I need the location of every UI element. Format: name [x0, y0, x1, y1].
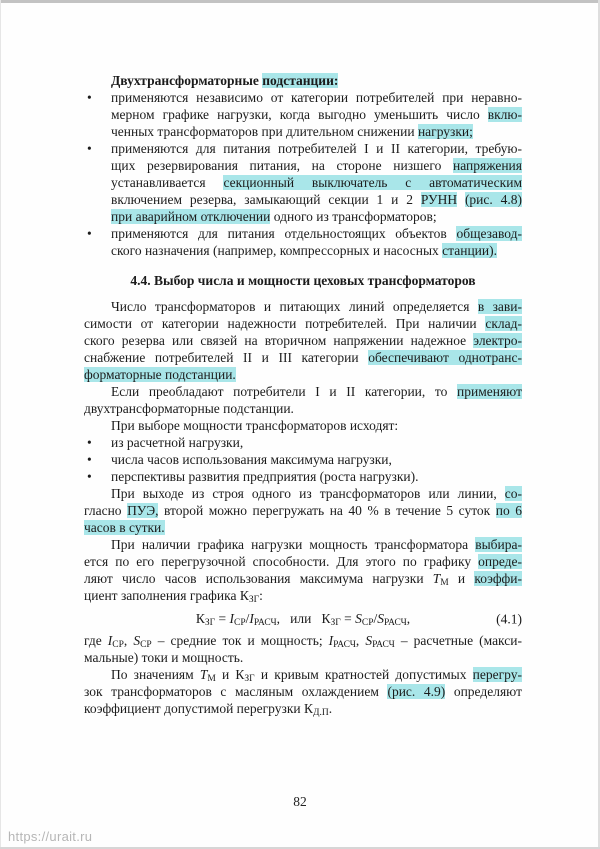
text-line: [84, 417, 522, 434]
text-line: [84, 332, 522, 349]
text-line: [84, 553, 522, 570]
text-segment: К: [321, 611, 331, 626]
text-segment: I: [249, 611, 254, 626]
text-line: [84, 485, 522, 502]
text-line: [84, 700, 522, 717]
text-segment: и кривым кратностей допустимых: [254, 667, 473, 682]
text-segment: ского резерва или связей на вторичном напряжении надежное: [84, 333, 474, 348]
equation-4-1: [84, 610, 522, 627]
text-line: [84, 632, 522, 649]
text-line: [111, 451, 522, 468]
text-segment: РАСЧ: [384, 618, 407, 628]
scan-edge-left: [0, 0, 1, 849]
text-line: [84, 349, 522, 366]
text-segment: РАСЧ: [372, 640, 395, 650]
bullet-marker: •: [87, 469, 92, 484]
text-segment: ется по его перегрузочной способности. Для этого по графику: [84, 554, 479, 569]
text-segment: /: [373, 611, 378, 626]
bullet-item: [84, 434, 522, 451]
bullet-item: [84, 140, 522, 225]
text-segment: циент заполнения графика К: [84, 588, 249, 603]
section-heading: [84, 272, 522, 289]
text-line: [111, 208, 522, 225]
text-segment: [457, 192, 465, 207]
text-segment: щих резервирования питания, на стороне низшего: [111, 158, 453, 173]
text-segment: К: [195, 611, 205, 626]
highlighted-text: вклю-: [487, 107, 522, 122]
lead-heading: [84, 72, 522, 89]
text-segment: снабжение потребителей II и III категории: [84, 350, 369, 365]
equation-number: (4.1): [496, 611, 522, 626]
text-line: [84, 683, 522, 700]
text-segment: .: [328, 701, 333, 716]
text-line: [84, 272, 522, 289]
text-segment: При выборе мощности трансформаторов исходят:: [111, 418, 399, 433]
text-line: [84, 570, 522, 587]
text-segment: По значениям: [111, 667, 200, 682]
bullet-item: [84, 89, 522, 140]
bullet-marker: •: [87, 90, 92, 105]
bullet-item: [84, 225, 522, 259]
highlighted-text: общезавод-: [456, 226, 522, 241]
text-segment: ЗГ: [204, 618, 216, 628]
text-segment: применяются для питания потребителей I и II категории, требую-: [111, 141, 522, 156]
bullet-marker: •: [87, 226, 92, 241]
text-segment: где: [84, 633, 108, 648]
text-line: [111, 89, 522, 106]
highlighted-text: коэффи-: [474, 571, 522, 586]
text-segment: =: [215, 611, 230, 626]
text-line: [84, 366, 522, 383]
text-segment: ,: [355, 633, 366, 648]
text-line: [84, 315, 522, 332]
text-segment: При выходе из строя одного из трансформаторов или линии,: [111, 486, 505, 501]
bullet-item: [84, 468, 522, 485]
text-line: [84, 536, 522, 553]
text-segment: =: [340, 611, 356, 626]
bullet-marker: •: [87, 452, 92, 467]
highlighted-text: по 6: [495, 503, 522, 518]
text-segment: S: [133, 633, 141, 648]
text-line: [111, 140, 522, 157]
para-block: [84, 417, 522, 434]
text-segment: ченных трансформаторов при длительном снижении: [111, 124, 418, 139]
text-segment: I: [107, 633, 113, 648]
text-segment: и К: [215, 667, 245, 682]
highlighted-text: секционный выключатель с автоматическим: [223, 175, 522, 190]
highlighted-text: нагрузки;: [417, 124, 473, 139]
highlighted-text: в зави-: [477, 299, 522, 314]
watermark-url: https://urait.ru: [8, 829, 93, 844]
scan-edge-top: [0, 0, 600, 3]
text-line: [84, 72, 522, 89]
text-segment: S: [377, 611, 385, 626]
text-segment: S: [355, 611, 362, 626]
highlighted-text: применяют: [457, 384, 522, 399]
text-segment: мальные) токи и мощность.: [84, 650, 244, 665]
text-segment: применяются независимо от категории потребителей при неравно-: [111, 90, 522, 105]
text-segment: симости от категории надежности потребителей. При наличии: [84, 316, 486, 331]
text-line: [111, 174, 522, 191]
bullet-marker: •: [87, 435, 92, 450]
text-segment: СР: [361, 618, 374, 628]
highlighted-text: РУНН: [420, 192, 458, 207]
text-segment: Т: [432, 571, 441, 586]
highlighted-text: обеспечивают однотранс-: [368, 350, 522, 365]
text-segment: из расчетной нагрузки,: [111, 435, 244, 450]
highlighted-text: при аварийном отключении: [111, 209, 271, 224]
text-segment: ляют число часов использования максимума нагрузки: [84, 571, 433, 586]
highlighted-text: склад-: [485, 316, 522, 331]
text-segment: второй можно перегружать на 40 % в течение 5 суток: [158, 503, 496, 518]
highlighted-text: со-: [504, 486, 522, 501]
highlighted-text: форматорные подстанции.: [84, 367, 236, 382]
page-number: 82: [293, 794, 307, 809]
text-segment: одного из трансформаторов;: [270, 209, 437, 224]
text-line: [111, 123, 522, 140]
para-block: [84, 383, 522, 417]
bullet-item: [84, 451, 522, 468]
text-segment: Число трансформаторов и питающих линий определяется: [111, 299, 478, 314]
text-segment: /: [245, 611, 250, 626]
text-segment: S: [365, 633, 373, 648]
text-segment: ЗГ: [330, 618, 341, 628]
text-segment: включением резерва, замыкающий секции 1 и 2: [111, 192, 421, 207]
text-segment: ЗГ: [244, 674, 255, 684]
text-segment: применяются для питания отдельностоящих объектов: [111, 226, 457, 241]
text-line: [84, 502, 522, 519]
text-line: [84, 400, 522, 417]
highlighted-text: электро-: [473, 333, 522, 348]
text-segment: устанавливается: [111, 175, 224, 190]
text-segment: РАСЧ: [333, 640, 356, 650]
where-clause: [84, 632, 522, 666]
text-line: [111, 191, 522, 208]
text-segment: ,: [123, 633, 134, 648]
text-segment: перспективы развития предприятия (роста нагрузки).: [111, 469, 419, 484]
text-segment: мерном графике нагрузки, когда выгодно уменьшить число: [111, 107, 488, 122]
text-segment: 4.4. Выбор числа и мощности цеховых трансформаторов: [130, 273, 476, 288]
text-segment: и: [448, 571, 475, 586]
highlighted-text: подстанции:: [262, 73, 339, 88]
highlighted-text: станции).: [442, 243, 497, 258]
text-segment: зок трансформаторов с масляным охлаждением: [84, 684, 388, 699]
text-segment: ского назначения (например, компрессорных и насосных: [111, 243, 443, 258]
text-segment: СР: [112, 640, 124, 650]
highlighted-text: ПУЭ,: [127, 503, 159, 518]
text-line: [111, 242, 522, 259]
text-line: [111, 434, 522, 451]
text-segment: – средние ток и мощность;: [151, 633, 329, 648]
text-segment: Д.П: [313, 708, 329, 718]
para-block: [84, 485, 522, 536]
bullet-marker: •: [87, 141, 92, 156]
text-segment: числа часов использования максимума нагрузки,: [111, 452, 392, 467]
text-line: [84, 649, 522, 666]
para-block: [84, 298, 522, 383]
text-segment: Двухтрансформаторные: [111, 73, 263, 88]
text-line: [84, 666, 522, 683]
para-block: [84, 666, 522, 717]
text-line: [111, 106, 522, 123]
text-segment: I: [328, 633, 334, 648]
text-line: [84, 587, 522, 604]
para-block: [84, 536, 522, 604]
text-segment: , или: [276, 611, 322, 626]
text-line: [84, 519, 522, 536]
text-segment: СР: [234, 618, 246, 628]
text-segment: гласно: [84, 503, 128, 518]
text-line: [111, 468, 522, 485]
highlighted-text: (рис. 4.9): [387, 684, 446, 699]
text-segment: :: [259, 588, 263, 603]
text-segment: I: [229, 611, 235, 626]
text-line: [84, 383, 522, 400]
highlighted-text: перегру-: [472, 667, 522, 682]
text-segment: М: [207, 674, 216, 684]
text-segment: При наличии графика нагрузки мощность трансформатора: [111, 537, 476, 552]
highlighted-text: опреде-: [478, 554, 522, 569]
text-segment: двухтрансформаторные подстанции.: [84, 401, 294, 416]
highlighted-text: (рис. 4.8): [464, 192, 522, 207]
text-line: [84, 298, 522, 315]
text-line: [111, 157, 522, 174]
text-segment: определяют: [445, 684, 522, 699]
page-content: [84, 72, 522, 717]
text-segment: коэффициент допустимой перегрузки К: [84, 701, 313, 716]
text-segment: Если преобладают потребители I и II категории, то: [111, 384, 458, 399]
text-segment: ,: [406, 611, 411, 626]
text-segment: М: [440, 578, 449, 588]
highlighted-text: выбира-: [475, 537, 522, 552]
text-line: [111, 225, 522, 242]
text-segment: – расчетные (макси-: [394, 633, 522, 648]
highlighted-text: напряжения: [452, 158, 522, 173]
formula-expression: [196, 611, 410, 626]
text-segment: СР: [140, 640, 152, 650]
text-segment: Т: [199, 667, 208, 682]
text-segment: РАСЧ: [253, 618, 277, 628]
text-segment: ЗГ: [248, 595, 260, 605]
highlighted-text: часов в сутки.: [84, 520, 165, 535]
